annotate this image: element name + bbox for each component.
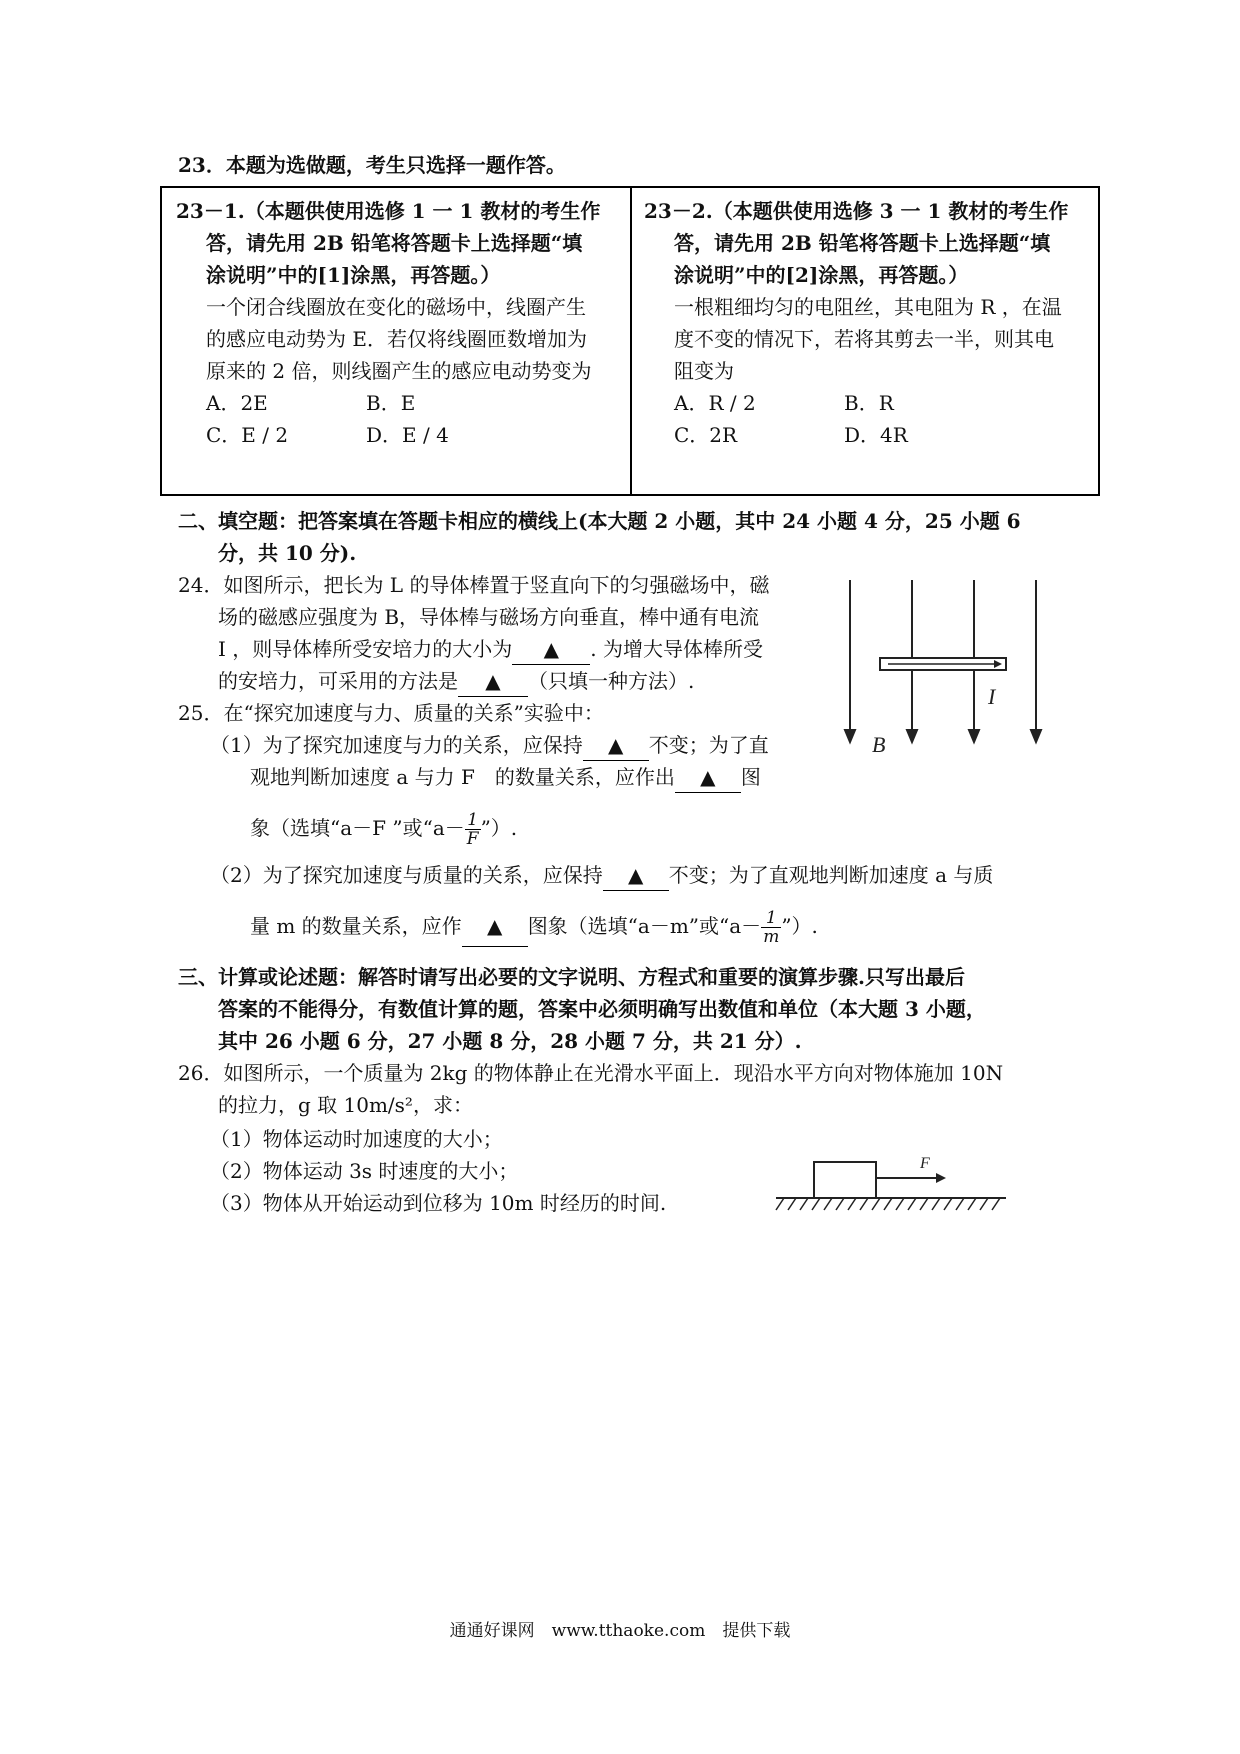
q24-text: . 为增大导体棒所受 — [590, 637, 763, 661]
q23-choice-box — [160, 186, 1100, 496]
block-force-figure — [770, 1148, 1020, 1218]
fraction-1-over-m — [761, 909, 781, 946]
option-b: B．E — [366, 391, 416, 415]
q26-part1: （1）物体运动时加速度的大小； — [210, 1127, 503, 1151]
q25-part1 — [250, 762, 761, 793]
answer-blank[interactable]: ▲ — [675, 762, 741, 793]
q24-text: 的安培力，可采用的方法是 — [218, 669, 458, 693]
q23-header: 23．本题为选做题，考生只选择一题作答。 — [178, 153, 566, 177]
q25-text: （1）为了探究加速度与力的关系，应保持 — [210, 733, 583, 757]
answer-blank[interactable]: ▲ — [458, 666, 528, 697]
q23-1-title-cont: 答，请先用 2B 铅笔将答题卡上选择题“填 — [206, 231, 583, 255]
option-a: A．2E — [206, 391, 268, 415]
q25-text: 象（选填“a－F ”或“a－ — [250, 816, 465, 840]
option-b: B．R — [844, 391, 894, 415]
fraction-1-over-f — [465, 811, 481, 848]
q26-part3: （3）物体从开始运动到位移为 10m 时经历的时间. — [210, 1191, 667, 1215]
q26-part2: （2）物体运动 3s 时速度的大小； — [210, 1159, 519, 1183]
answer-blank[interactable]: ▲ — [583, 730, 649, 761]
q26-stem: 26．如图所示，一个质量为 2kg 的物体静止在光滑水平面上．现沿水平方向对物体施加 10N — [178, 1061, 1004, 1085]
q25-text: 不变；为了直观地判断加速度 a 与质 — [668, 863, 994, 887]
q23-2-stem: 阻变为 — [674, 359, 734, 383]
option-d: D．E / 4 — [366, 423, 449, 447]
fraction-numerator: 1 — [761, 909, 781, 928]
force-label: F — [920, 1155, 930, 1172]
q24-text: （只填一种方法）. — [528, 669, 695, 693]
answer-blank[interactable]: ▲ — [462, 906, 528, 947]
q23-1-panel — [176, 188, 626, 494]
q23-2-panel — [644, 188, 1094, 494]
q25-part2 — [210, 860, 993, 891]
option-c: C．2R — [674, 423, 738, 447]
fraction-denominator: m — [763, 927, 780, 947]
q25-stem: 25．在“探究加速度与力、质量的关系”实验中： — [178, 701, 604, 725]
field-label: B — [872, 732, 886, 756]
q25-text: 不变；为了直 — [648, 733, 769, 757]
q23-2-title-cont: 答，请先用 2B 铅笔将答题卡上选择题“填 — [674, 231, 1051, 255]
answer-blank[interactable]: ▲ — [512, 634, 590, 665]
q23-1-stem: 的感应电动势为 E．若仅将线圈匝数增加为 — [206, 327, 587, 351]
q25-text: ”）. — [781, 914, 818, 938]
q25-text: 图 — [740, 765, 761, 789]
section3-heading: 三、计算或论述题：解答时请写出必要的文字说明、方程式和重要的演算步骤.只写出最后 — [178, 965, 965, 989]
q23-1-stem: 一个闭合线圈放在变化的磁场中，线圈产生 — [206, 295, 586, 319]
q23-1-stem: 原来的 2 倍，则线圈产生的感应电动势变为 — [206, 359, 592, 383]
q25-part1 — [210, 730, 769, 761]
q23-2-stem: 一根粗细均匀的电阻丝，其电阻为 R ，在温 — [674, 295, 1062, 319]
option-d: D．4R — [844, 423, 908, 447]
q23-2-title-cont: 涂说明”中的[2]涂黑，再答题。） — [674, 263, 969, 287]
page-footer: 通通好课网 www.tthaoke.com 提供下载 — [449, 1621, 791, 1641]
option-a: A．R / 2 — [674, 391, 756, 415]
arrow-head-icon — [845, 730, 855, 742]
arrow-head-icon — [1031, 730, 1041, 742]
arrow-head-icon — [907, 730, 917, 742]
q24-stem — [218, 666, 694, 697]
section3-heading-cont: 其中 26 小题 6 分，27 小题 8 分，28 小题 7 分，共 21 分）. — [218, 1029, 802, 1053]
section2-heading: 二、填空题：把答案填在答题卡相应的横线上(本大题 2 小题，其中 24 小题 4 分，25 小题 6 — [178, 509, 1021, 533]
current-label: I — [988, 684, 996, 709]
q24-text: I ，则导体棒所受安培力的大小为 — [218, 637, 513, 661]
arrow-head-icon — [969, 730, 979, 742]
section2-heading-cont: 分，共 10 分). — [218, 541, 357, 565]
answer-blank[interactable]: ▲ — [603, 860, 669, 891]
q25-part1 — [250, 808, 517, 848]
fraction-numerator: 1 — [465, 811, 481, 830]
q24-stem: 场的磁感应强度为 B，导体棒与磁场方向垂直，棒中通有电流 — [218, 605, 760, 629]
q23-2-title: 23－2.（本题供使用选修 3 一 1 教材的考生作 — [644, 199, 1069, 223]
q25-text: 观地判断加速度 a 与力 F 的数量关系，应作出 — [250, 765, 675, 789]
q25-text: ”）. — [480, 816, 518, 840]
q25-text: （2）为了探究加速度与质量的关系，应保持 — [210, 863, 603, 887]
q23-1-title-cont: 涂说明”中的[1]涂黑，再答题。） — [206, 263, 501, 287]
magnetic-field-figure — [828, 576, 1058, 756]
q23-2-stem: 度不变的情况下，若将其剪去一半，则其电 — [674, 327, 1054, 351]
q25-text: 量 m 的数量关系，应作 — [250, 914, 462, 938]
q25-text: 图象（选填“a－m”或“a－ — [527, 914, 762, 938]
option-c: C．E / 2 — [206, 423, 289, 447]
section3-heading-cont: 答案的不能得分，有数值计算的题，答案中必须明确写出数值和单位（本大题 3 小题， — [218, 997, 986, 1021]
q23-1-title: 23－1.（本题供使用选修 1 一 1 教材的考生作 — [176, 199, 601, 223]
column-divider — [630, 188, 632, 494]
q24-stem: 24．如图所示，把长为 L 的导体棒置于竖直向下的匀强磁场中，磁 — [178, 573, 770, 597]
q24-stem — [218, 634, 763, 665]
q25-part2 — [250, 906, 818, 947]
ground-hatching — [776, 1198, 1000, 1210]
block — [814, 1162, 876, 1198]
arrow-head-icon — [936, 1173, 946, 1183]
fraction-denominator: F — [466, 829, 479, 849]
q26-stem: 的拉力，g 取 10m/s²，求： — [218, 1093, 473, 1117]
